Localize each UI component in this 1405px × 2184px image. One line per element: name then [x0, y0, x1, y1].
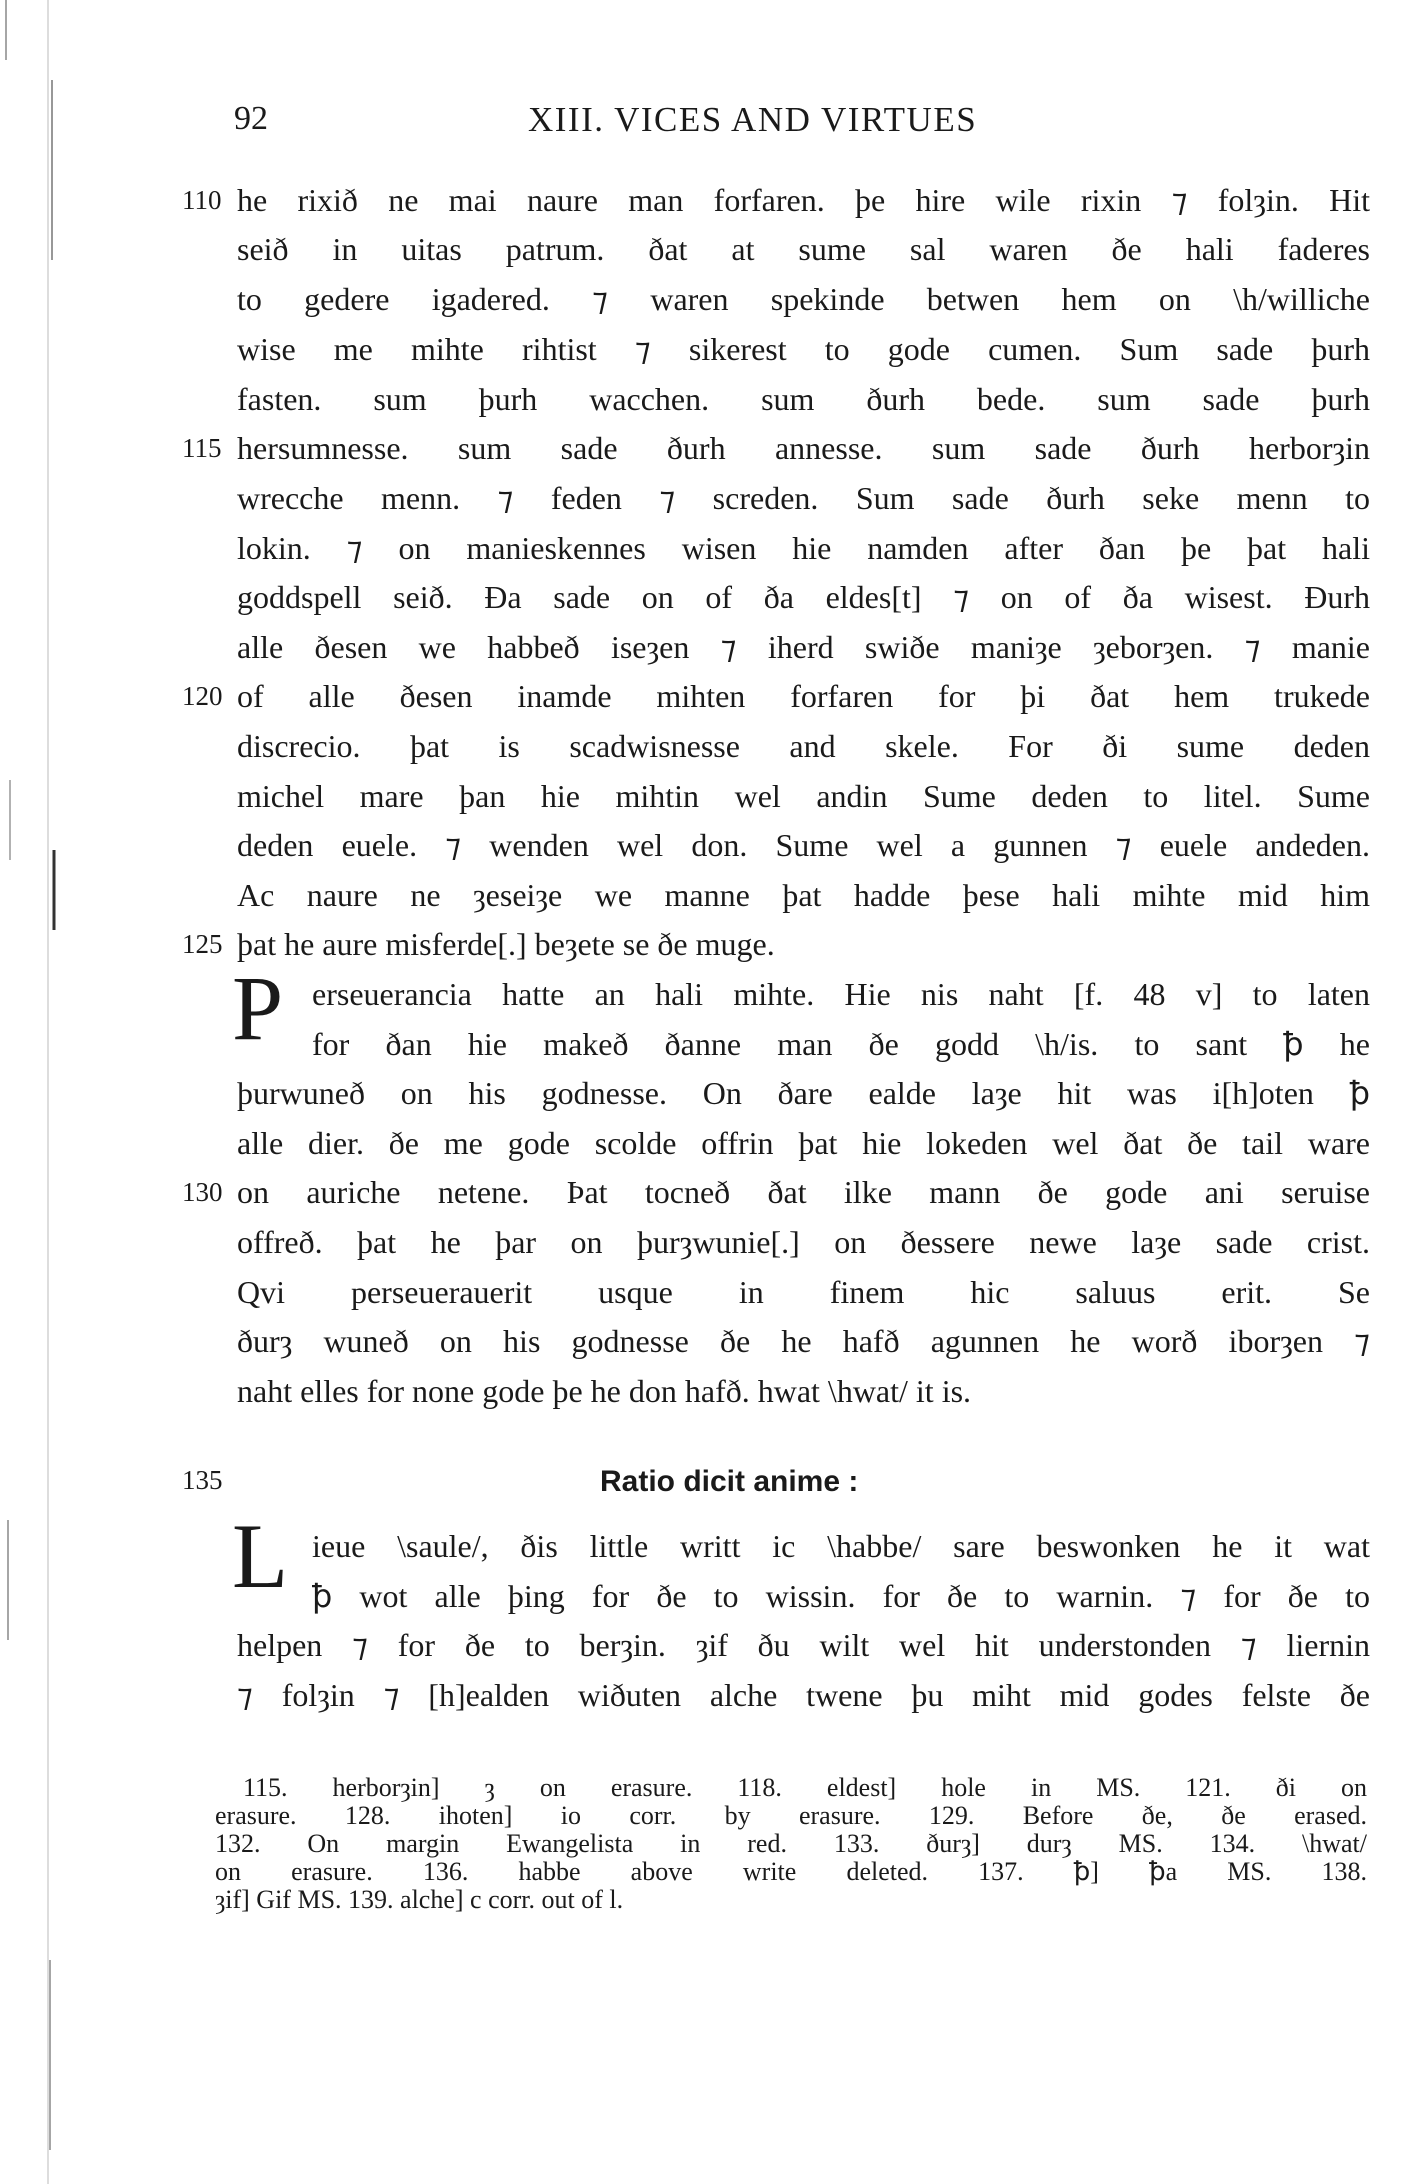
text-line: lokin. ⁊ on manieskennes wisen hie namden after ðan þe þat hali — [237, 530, 1370, 566]
text-line: wrecche menn. ⁊ feden ⁊ screden. Sum sade ðurh seke menn to — [237, 480, 1370, 516]
running-title: XIII. VICES AND VIRTUES — [528, 100, 978, 139]
line-number: 125 — [182, 929, 223, 959]
text-line: discrecio. þat is scadwisnesse and skele. For ði sume deden — [237, 728, 1370, 764]
line-number: 130 — [182, 1177, 223, 1207]
text-line: seið in uitas patrum. ðat at sume sal waren ðe hali faderes — [237, 231, 1370, 267]
text-line: hersumnesse. sum sade ðurh annesse. sum sade ðurh herborȝin — [237, 430, 1370, 466]
footnote-line: erasure. 128. ihoten] io corr. by erasure. 129. Before ðe, ðe erased. — [215, 1802, 1367, 1830]
scan-edge-marks — [0, 0, 80, 2184]
text-line: Ac naure ne ȝeseiȝe we manne þat hadde þese hali mihte mid him — [237, 877, 1370, 913]
line-number: 110 — [182, 185, 222, 215]
text-line: he rixið ne mai naure man forfaren. þe hire wile rixin ⁊ folȝin. Hit — [237, 182, 1370, 218]
text-line: offreð. þat he þar on þurȝwunie[.] on ðessere newe laȝe sade crist. — [237, 1224, 1370, 1260]
running-header — [0, 100, 1405, 150]
footnote-line: 115. herborȝin] ȝ on erasure. 118. eldest] hole in MS. 121. ði on — [243, 1774, 1367, 1802]
footnote-line: ȝif] Gif MS. 139. alche] c corr. out of l. — [215, 1886, 624, 1914]
text-line: of alle ðesen inamde mihten forfaren for þi ðat hem trukede — [237, 678, 1370, 714]
text-line: erseuerancia hatte an hali mihte. Hie nis naht [f. 48 v] to laten — [312, 976, 1370, 1012]
text-line: ꝥ wot alle þing for ðe to wissin. for ðe to warnin. ⁊ for ðe to — [312, 1578, 1370, 1614]
drop-cap: P — [232, 957, 284, 1059]
text-line: þat he aure misferde[.] beȝete se ðe muge. — [237, 926, 775, 962]
text-line: fasten. sum þurh wacchen. sum ðurh bede. sum sade þurh — [237, 381, 1370, 417]
text-line: to gedere igadered. ⁊ waren spekinde betwen hem on \h/williche — [237, 281, 1370, 317]
text-line: þurwuneð on his godnesse. On ðare ealde laȝe hit was i[h]oten ꝥ — [237, 1075, 1370, 1111]
footnote-line: on erasure. 136. habbe above write deleted. 137. ꝥ] ꝥa MS. 138. — [215, 1858, 1367, 1886]
footnotes — [215, 1774, 1367, 1914]
text-line: for ðan hie makeð ðanne man ðe godd \h/is. to sant ꝥ he — [312, 1026, 1370, 1062]
line-number: 120 — [182, 681, 223, 711]
section-heading: Ratio dicit anime : — [600, 1465, 859, 1498]
text-line: on auriche netene. Þat tocneð ðat ilke mann ðe gode ani seruise — [237, 1174, 1370, 1210]
text-line: michel mare þan hie mihtin wel andin Sume deden to litel. Sume — [237, 778, 1370, 814]
text-line: deden euele. ⁊ wenden wel don. Sume wel a gunnen ⁊ euele andeden. — [237, 827, 1370, 863]
text-line: goddspell seið. Ða sade on of ða eldes[t] ⁊ on of ða wisest. Ðurh — [237, 579, 1370, 615]
page-number: 92 — [234, 100, 268, 137]
text-line: alle ðesen we habbeð iseȝen ⁊ iherd swiðe maniȝe ȝeborȝen. ⁊ manie — [237, 629, 1370, 665]
text-line: ðurȝ wuneð on his godnesse ðe he hafð agunnen he worð iborȝen ⁊ — [237, 1323, 1370, 1359]
text-line: wise me mihte rihtist ⁊ sikerest to gode cumen. Sum sade þurh — [237, 331, 1370, 367]
text-line: naht elles for none gode þe he don hafð. hwat \hwat/ it is. — [237, 1373, 972, 1409]
text-line: Qvi perseuerauerit usque in finem hic saluus erit. Se — [237, 1274, 1370, 1310]
text-line: ⁊ folȝin ⁊ [h]ealden wiðuten alche twene þu miht mid godes felste ðe — [237, 1677, 1370, 1713]
footnote-line: 132. On margin Ewangelista in red. 133. ðurȝ] durȝ MS. 134. \hwat/ — [215, 1830, 1367, 1858]
text-line: ieue \saule/, ðis little writt ic \habbe/ sare beswonken he it wat — [312, 1528, 1370, 1564]
line-number: 115 — [182, 433, 222, 463]
text-line: helpen ⁊ for ðe to berȝin. ȝif ðu wilt wel hit understonden ⁊ liernin — [237, 1627, 1370, 1663]
line-number: 135 — [182, 1465, 223, 1495]
text-line: alle dier. ðe me gode scolde offrin þat hie lokeden wel ðat ðe tail ware — [237, 1125, 1370, 1161]
drop-cap: L — [232, 1505, 289, 1607]
